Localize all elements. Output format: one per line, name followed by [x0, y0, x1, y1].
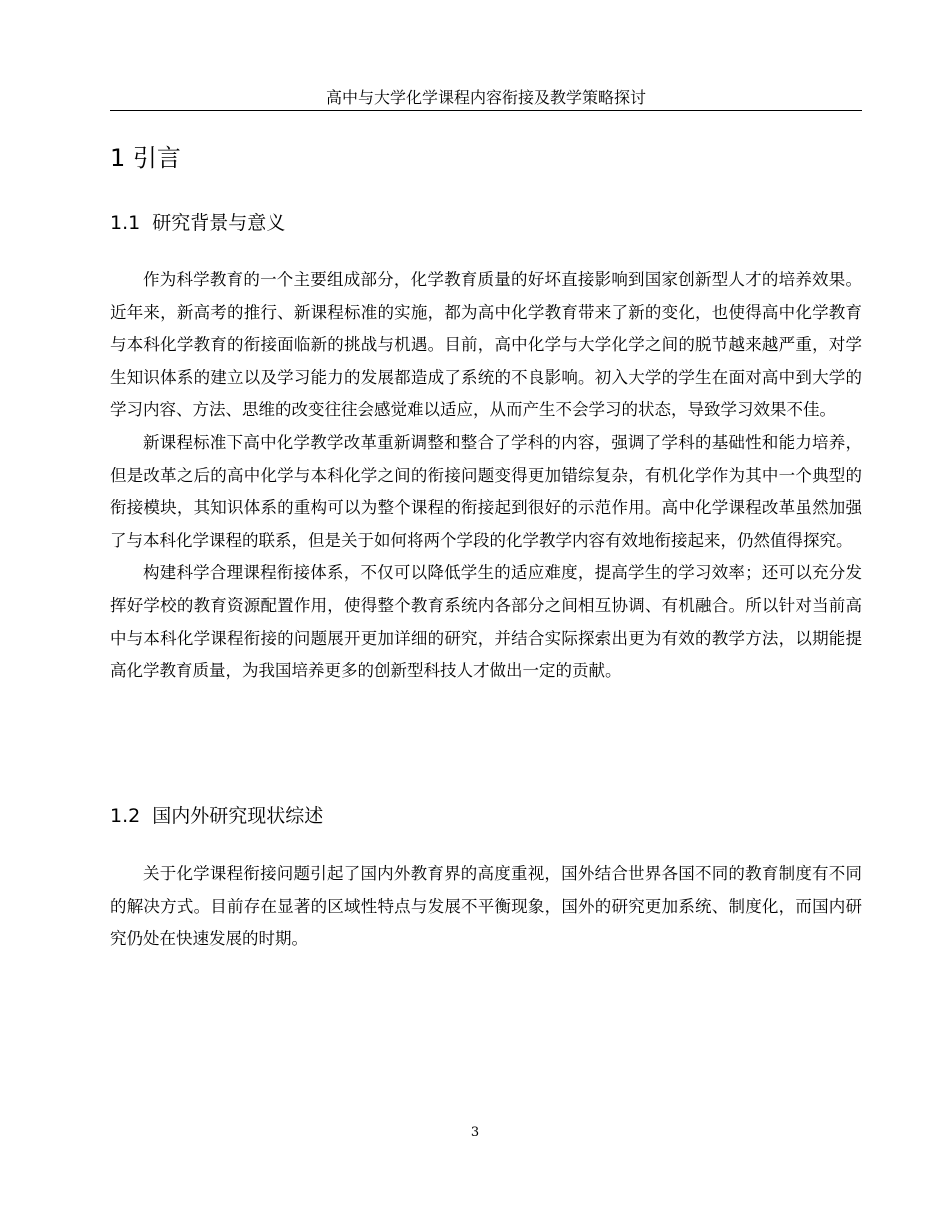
running-header [110, 88, 862, 111]
running-header-title: 高中与大学化学课程内容衔接及教学策略探讨 [325, 88, 646, 107]
section-title: 国内外研究现状综述 [152, 805, 324, 827]
section-heading-1-2 [110, 803, 323, 829]
section-number: 1.2 [110, 805, 141, 827]
section-number: 1.1 [110, 212, 141, 234]
body-paragraph: 关于化学课程衔接问题引起了国内外教育界的高度重视，国外结合世界各国不同的教育制度有不同的解决方式。目前存在显著的区域性特点与发展不平衡现象，国外的研究更加系统、制度化，而国内研究仍处在快速发展的时期。 [110, 864, 862, 949]
page-number: 3 [470, 1125, 480, 1140]
body-paragraph: 作为科学教育的一个主要组成部分，化学教育质量的好坏直接影响到国家创新型人才的培养效果。近年来，新高考的推行、新课程标准的实施，都为高中化学教育带来了新的变化，也使得高中化学教育与本科化学教育的衔接面临新的挑战与机遇。目前，高中化学与大学化学之间的脱节越来越严重，对学生知识体系的建立以及学习能力的发展都造成了系统的不良影响。初入大学的学生在面对高中到大学的学习内容、方法、思维的改变往往会感觉难以适应，从而产生不会学习的状态，导致学习效果不佳。 [110, 270, 862, 420]
section-body-1-1 [110, 264, 862, 688]
section-body-1-2 [110, 858, 862, 956]
chapter-title: 1 引言 [110, 144, 181, 172]
body-paragraph: 构建科学合理课程衔接体系，不仅可以降低学生的适应难度，提高学生的学习效率；还可以充分发挥好学校的教育资源配置作用，使得整个教育系统内各部分之间相互协调、有机融合。所以针对当前高中与本科化学课程衔接的问题展开更加详细的研究，并结合实际探索出更为有效的教学方法，以期能提高化学教育质量，为我国培养更多的创新型科技人才做出一定的贡献。 [110, 563, 862, 681]
body-paragraph: 新课程标准下高中化学教学改革重新调整和整合了学科的内容，强调了学科的基础性和能力培养，但是改革之后的高中化学与本科化学之间的衔接问题变得更加错综复杂，有机化学作为其中一个典型的衔接模块，其知识体系的重构可以为整个课程的衔接起到很好的示范作用。高中化学课程改革虽然加强了与本科化学课程的联系，但是关于如何将两个学段的化学教学内容有效地衔接起来，仍然值得探究。 [110, 432, 862, 550]
section-title: 研究背景与意义 [152, 212, 286, 234]
section-heading-1-1 [110, 210, 285, 236]
